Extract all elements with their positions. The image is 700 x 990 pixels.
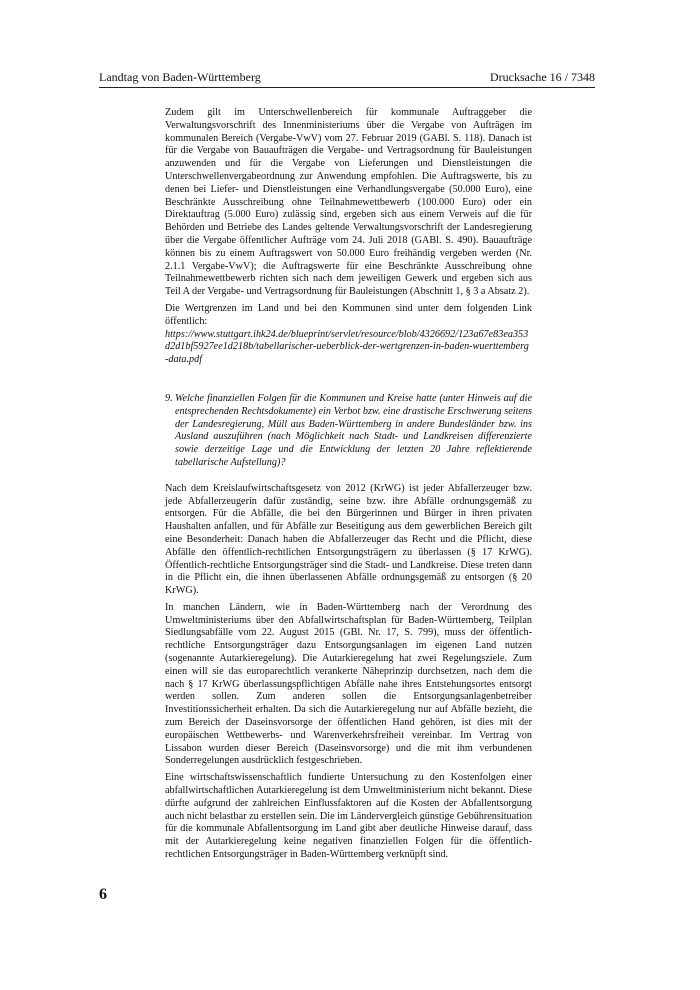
question-text: Welche finanziellen Folgen für die Kommunen und Kreise hatte (unter Hinweis auf die entsprechenden Rechtsdokumente) ein Verbot bzw. eine drastische Erschwerung seitens der Landesregierung, Müll aus Baden-Württemberg in andere Bundesländer bzw. ins Ausland auszuführen (nach Möglichkeit nach Stadt- und Landkreisen differenzierte sowie derzeitige Lage und die Entwicklung der letzten 20 Jahre reflektierende tabellarische Aufstellung)?: [175, 392, 532, 468]
header-rule: [99, 87, 595, 88]
value-limits-link[interactable]: https://www.stuttgart.ihk24.de/blueprint/servlet/resource/blob/4326692/123a67e83ea353d2d1bf5927ee1d218b/tabellarischer-ueberblick-der-wertgrenzen-in-baden-wuerttemberg-data.pdf: [165, 328, 529, 366]
paragraph-procurement-rules: Zudem gilt im Unterschwellenbereich für kommunale Auftraggeber die Verwaltungsvorschrift des Innenministeriums über die Vergabe von Aufträgen im kommunalen Bereich (Vergabe-VwV) vom 27. Februar 2019 (GABl. S. 118). Danach ist für die Vergabe von Bauaufträgen die Vergabe- und Vertragsordnung für Bauleistungen anzuwenden und für die Vergabe von Lieferungen und Dienstleistungen die Unterschwellenvergabeordnung zur Anwendung empfohlen. Die Auftragswerte, bis zu denen bei Liefer- und Dienstleistungen eine Verhandlungsvergabe (50.000 Euro), eine Beschränkte Ausschreibung ohne Teilnahmewettbewerb (100.000 Euro) oder ein Direktauftrag (5.000 Euro) zulässig sind, ergeben sich aus einem Verweis auf die für Behörden und Betriebe des Landes geltende Verwaltungsvorschrift der Landesregierung über die Vergabe öffentlicher Aufträge vom 24. Juli 2018 (GABl. S. 490). Bauaufträge können bis zu einem Auftragswert von 50.000 Euro freihändig vergeben werden (Nr. 2.1.1 Vergabe-VwV); die Auftragswerte für eine Beschränkte Ausschreibung ohne Teilnahmewettbewerb richten sich nach dem jeweiligen Gewerk und ergeben sich aus Teil A der Vergabe- und Vertragsordnung für Bauleistungen (Abschnitt 1, § 3 a Absatz 2).: [165, 107, 532, 298]
page-number: 6: [99, 886, 107, 903]
paragraph-autarky-rule: In manchen Ländern, wie in Baden-Württemberg nach der Verordnung des Umweltministeriums über den Abfallwirtschaftsplan für Baden-Württemberg, Teilplan Siedlungsabfälle vom 22. August 2015 (GBl. Nr. 17, S. 799), muss der öffentlich-rechtliche Entsorgungsträger dazu Entsorgungsanlagen im eigenen Land nutzen (sogenannte Autarkieregelung). Die Autarkieregelung hat zwei Regelungsziele. Zum einen will sie das europarechtlich verankerte Näheprinzip durchsetzen, nach dem die nach § 17 KrWG überlassungspflichtigen Abfälle nahe ihres Entstehungsortes entsorgt werden sollen. Zum anderen sollen die Entsorgungsanlagenbetreiber Investitionssicherheit erhalten. Da sich die Autarkieregelung nur auf Abfälle bezieht, die zum Bereich der Daseinsvorsorge der öffentlichen Hand gehören, ist dies mit der europäischen Wettbewerbs- und Warenverkehrsfreiheit vereinbar. Im Vertrag von Lissabon wurden dieser Bereich (Daseinsvorsorge) und die mit ihm verbundenen Sonderregelungen ausdrücklich festgeschrieben.: [165, 601, 532, 767]
question-9: [165, 393, 532, 470]
paragraph-cost-consequences: Eine wirtschaftswissenschaftlich fundierte Untersuchung zu den Kostenfolgen einer abfallwirtschaftlichen Autarkieregelung ist dem Umweltministerium nicht bekannt. Diese dürfte aufgrund der zahlreichen Einflussfaktoren auf die Kosten der Abfallentsorgung auch nicht belastbar zu erstellen sein. Die im Ländervergleich günstige Gebührensituation für die kommunale Abfallentsorgung im Land gibt aber deutliche Hinweise darauf, dass mit der Autarkieregelung keine negativen finanziellen Folgen für die öffentlich-rechtlichen Entsorgungsträger in Baden-Württemberg verknüpft sind.: [165, 772, 532, 861]
header-document-number: Drucksache 16 / 7348: [490, 70, 595, 84]
document-body: [165, 107, 532, 862]
paragraph-krwg: Nach dem Kreislaufwirtschaftsgesetz von 2012 (KrWG) ist jeder Abfallerzeuger bzw. jede Abfallerzeugerin dafür zuständig, seine bzw. ihre Abfälle ordnungsgemäß zu entsorgen. Für die Abfälle, die bei den Bürgerinnen und Bürger in ihren privaten Haushalten anfallen, und für Abfälle zur Beseitigung aus dem gewerblichen Bereich gilt eine Besonderheit: Danach haben die Abfallerzeuger das Recht und die Pflicht, diese Abfälle den öffentlich-rechtlichen Entsorgungsträgern zu überlassen (§ 17 KrWG). Öffentlich-rechtliche Entsorgungsträger sind die Stadt- und Landkreise. Diese treten dann in die Pflicht ein, die ihnen überlassenen Abfälle ordnungsgemäß zu entsorgen (§ 20 KrWG).: [165, 482, 532, 597]
page-header: [99, 70, 595, 88]
paragraph-value-limits: Die Wertgrenzen im Land und bei den Kommunen sind unter dem folgenden Link öffentlich:: [165, 302, 532, 327]
question-number: 9.: [165, 392, 173, 404]
header-parliament-name: Landtag von Baden-Württemberg: [99, 70, 261, 84]
